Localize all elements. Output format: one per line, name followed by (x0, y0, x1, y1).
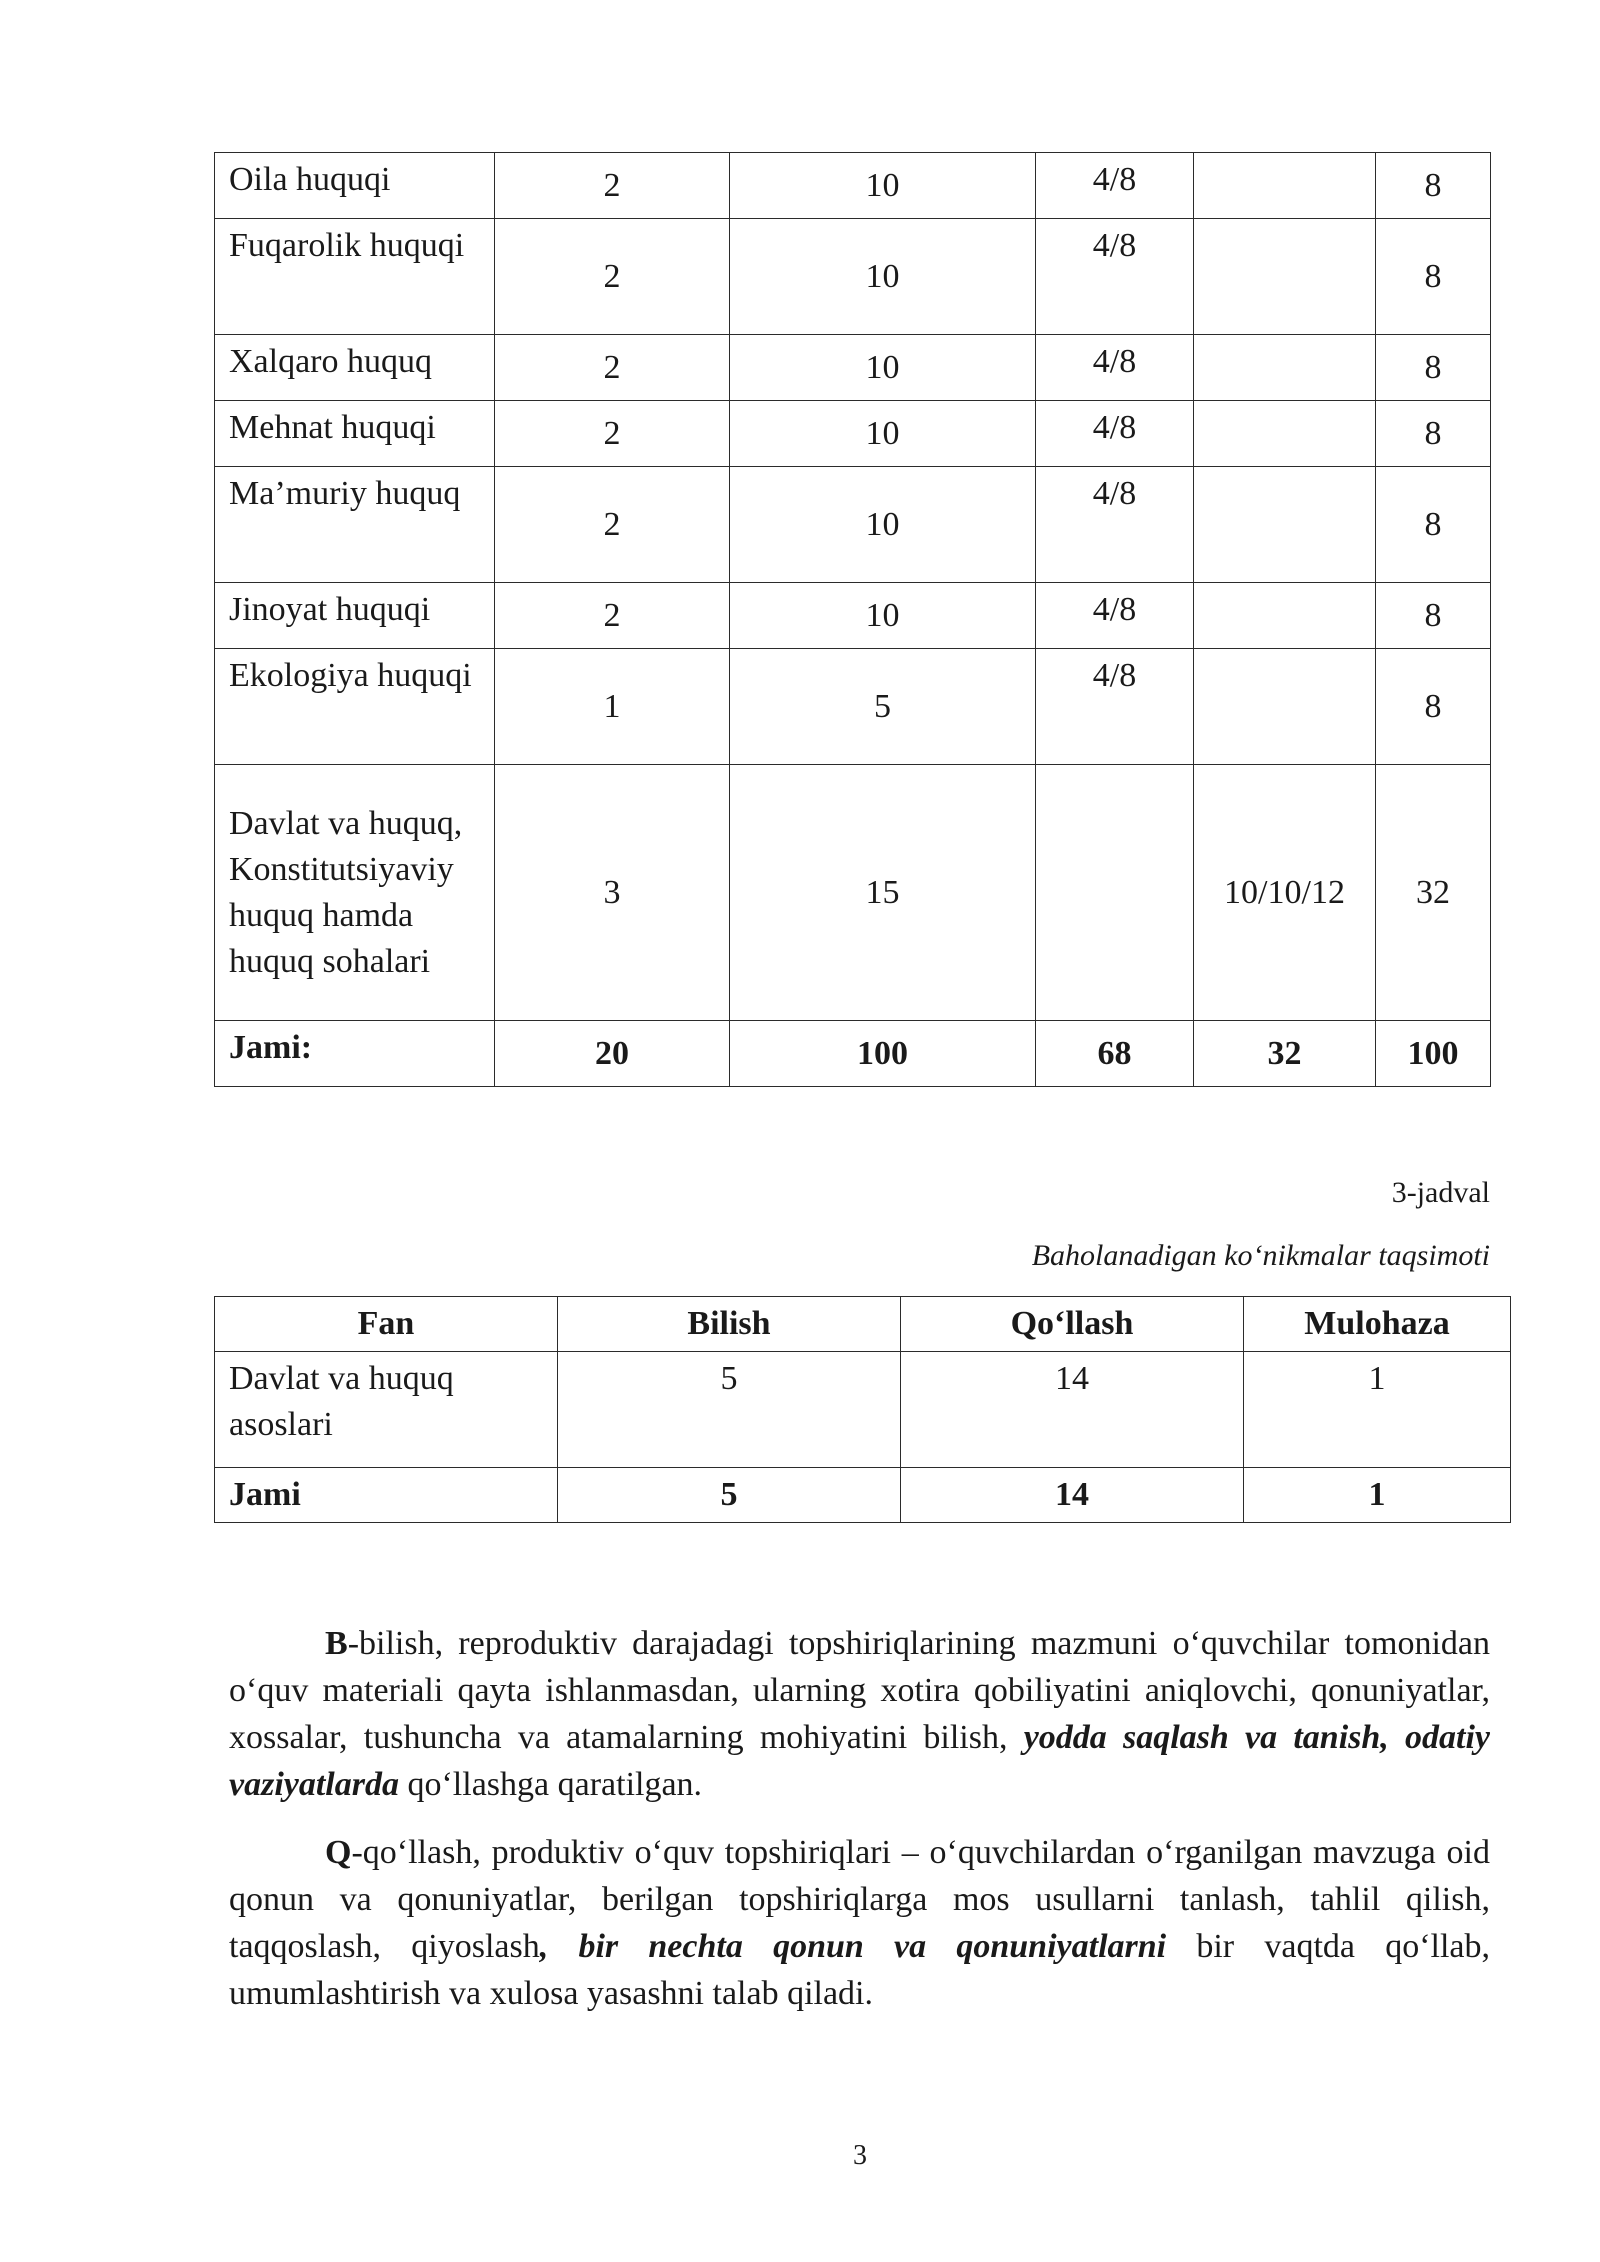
total-label: Jami: (215, 1021, 495, 1087)
value-cell: 8 (1376, 401, 1491, 467)
paragraph-text: bir vaqtda qo‘llab, umumlashtirish va xulosa yasashni talab qiladi. (229, 1928, 1491, 2012)
paragraph-text: -bilish, reproduktiv darajadagi topshiriqlarining mazmuni o‘quvchilar tomonidan o‘quv materiali qayta ishlanmasdan, ularning xotira qobiliyatini aniqlovchi, qonuniyatlar, xossalar, tushuncha va atamalarning mohiyatini bilish, (229, 1625, 1490, 1756)
mulohaza-cell: 1 (1244, 1352, 1511, 1468)
total-value-cell: 100 (730, 1021, 1036, 1087)
table-row (215, 467, 1491, 583)
value-cell: 10 (730, 401, 1036, 467)
value-cell: 2 (495, 335, 730, 401)
table-row (215, 153, 1491, 219)
value-cell: 2 (495, 219, 730, 335)
table-caption-number: 3-jadval (1391, 1176, 1490, 1209)
table-row (215, 649, 1491, 765)
total-row (215, 1468, 1511, 1523)
paragraph-emphasis: , bir nechta qonun va qonuniyatlarni (539, 1928, 1167, 1965)
table-header-row (215, 1297, 1511, 1352)
value-cell: 10 (730, 467, 1036, 583)
value-cell: 8 (1376, 219, 1491, 335)
value-cell (1194, 583, 1376, 649)
value-cell (1194, 219, 1376, 335)
value-cell: 10 (730, 335, 1036, 401)
value-cell: 10 (730, 153, 1036, 219)
value-cell: 4/8 (1036, 219, 1194, 335)
total-value-cell: 68 (1036, 1021, 1194, 1087)
table-row (215, 219, 1491, 335)
header-mulohaza: Mulohaza (1244, 1297, 1511, 1352)
bilish-cell: 5 (558, 1352, 901, 1468)
total-row (215, 1021, 1491, 1087)
header-bilish: Bilish (558, 1297, 901, 1352)
value-cell: 32 (1376, 765, 1491, 1021)
value-cell: 4/8 (1036, 583, 1194, 649)
value-cell: 4/8 (1036, 153, 1194, 219)
value-cell (1194, 467, 1376, 583)
value-cell: 15 (730, 765, 1036, 1021)
value-cell: 10 (730, 219, 1036, 335)
subject-cell: Fuqarolik huquqi (215, 219, 495, 335)
total-label: Jami (215, 1468, 558, 1523)
value-cell: 4/8 (1036, 401, 1194, 467)
table-row (215, 335, 1491, 401)
value-cell: 2 (495, 153, 730, 219)
subject-cell: Ma’muriy huquq (215, 467, 495, 583)
total-value-cell: 32 (1194, 1021, 1376, 1087)
value-cell: 4/8 (1036, 467, 1194, 583)
total-value-cell: 20 (495, 1021, 730, 1087)
subject-cell: Davlat va huquq asoslari (215, 1352, 558, 1468)
skills-distribution-table (214, 1296, 1511, 1523)
value-cell: 2 (495, 467, 730, 583)
total-value-cell: 100 (1376, 1021, 1491, 1087)
value-cell: 2 (495, 401, 730, 467)
value-cell: 10/10/12 (1194, 765, 1376, 1021)
total-bilish: 5 (558, 1468, 901, 1523)
paragraph-lead: Q (325, 1834, 352, 1871)
qollash-cell: 14 (901, 1352, 1244, 1468)
value-cell: 4/8 (1036, 335, 1194, 401)
paragraph-text: -qo‘llash, produktiv o‘quv topshiriqlari – o‘quvchilardan o‘rganilgan mavzuga oid qonun va qonuniyatlar, berilgan topshiriqlarga mos usullarni tanlash, tahlil qilish, taqqoslash, qiyoslash (229, 1834, 1490, 1965)
value-cell: 8 (1376, 335, 1491, 401)
total-mulohaza: 1 (1244, 1468, 1511, 1523)
table-caption-title: Baholanadigan ko‘nikmalar taqsimoti (1031, 1239, 1490, 1272)
value-cell: 8 (1376, 583, 1491, 649)
value-cell (1194, 649, 1376, 765)
subject-cell: Xalqaro huquq (215, 335, 495, 401)
subject-cell: Jinoyat huquqi (215, 583, 495, 649)
paragraph-bilish (229, 1620, 1490, 1808)
paragraph-qollash (229, 1829, 1490, 2017)
paragraph-text: qo‘llashga qaratilgan. (398, 1766, 703, 1803)
table-row (215, 765, 1491, 1021)
page-number: 3 (853, 2140, 867, 2171)
table-row (215, 583, 1491, 649)
value-cell (1194, 401, 1376, 467)
value-cell: 8 (1376, 153, 1491, 219)
value-cell (1194, 335, 1376, 401)
value-cell: 10 (730, 583, 1036, 649)
subject-cell: Davlat va huquq, Konstitutsiyaviy huquq hamda huquq sohalari (215, 765, 495, 1021)
value-cell: 2 (495, 583, 730, 649)
subject-cell: Oila huquqi (215, 153, 495, 219)
header-qollash: Qo‘llash (901, 1297, 1244, 1352)
total-qollash: 14 (901, 1468, 1244, 1523)
value-cell: 8 (1376, 467, 1491, 583)
value-cell: 5 (730, 649, 1036, 765)
value-cell (1194, 153, 1376, 219)
paragraph-lead: B (325, 1625, 348, 1662)
value-cell: 4/8 (1036, 649, 1194, 765)
value-cell: 8 (1376, 649, 1491, 765)
subject-cell: Ekologiya huquqi (215, 649, 495, 765)
value-cell: 1 (495, 649, 730, 765)
value-cell: 3 (495, 765, 730, 1021)
subject-cell: Mehnat huquqi (215, 401, 495, 467)
table-row (215, 401, 1491, 467)
paragraph-emphasis: yodda saqlash va tanish, odatiy vaziyatlarda (229, 1719, 1490, 1803)
value-cell (1036, 765, 1194, 1021)
header-fan: Fan (215, 1297, 558, 1352)
table-row (215, 1352, 1511, 1468)
assessment-distribution-table (214, 152, 1491, 1087)
table-body (215, 153, 1491, 1087)
